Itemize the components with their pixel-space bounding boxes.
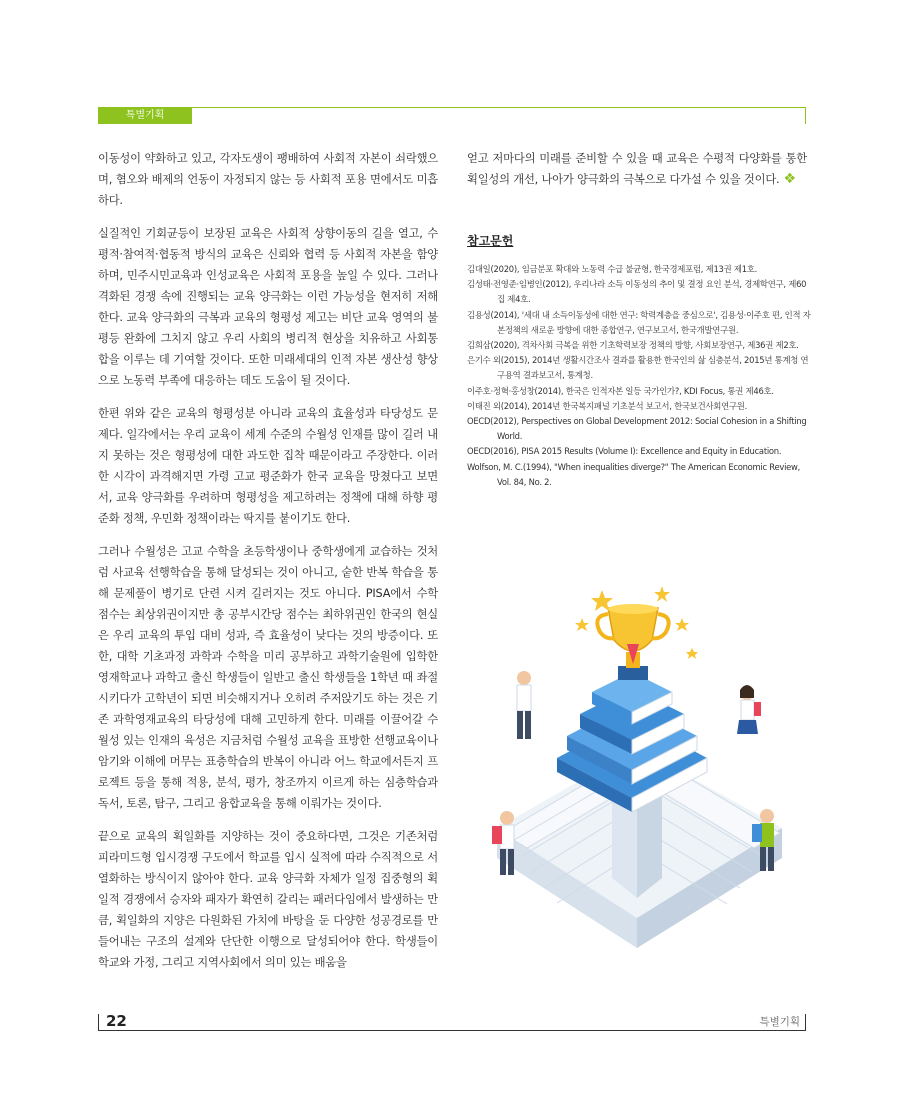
left-column — [98, 148, 438, 985]
reference-item: 은기수 외(2015), 2014년 생활시간조사 결과를 활용한 한국인의 삶 심층분석, 2015년 통계청 연구용역 결과보고서, 통계청. — [467, 355, 809, 381]
person-girl-right-icon — [737, 685, 761, 734]
references-list — [467, 262, 812, 490]
paragraph: 한편 위와 같은 교육의 형평성분 아니라 교육의 효율성과 타당성도 문제다. 일각에서는 우리 교육이 세계 수준의 수월성 인재를 많이 길러 내지 못하는 것은 형평성에 대한 과도한 집착 때문이라고 주장한다. 이러한 시각이 과격해지면 가령 고교 평준화가 한국 교육을 망쳤다고 보면서, 교육 양극화를 우려하며 형평성을 제고하려는 정책에 대해 하향 평준화 정책, 우민화 정책이라는 딱지를 붙이기도 한다. — [98, 407, 438, 525]
trophy-on-books-staircase-icon — [462, 578, 812, 948]
paragraph: 이동성이 약화하고 있고, 각자도생이 팽배하여 사회적 자본이 쇠락했으며, 혐오와 배제의 언동이 자정되지 않는 등 사회적 포용 면에서도 미흡하다. — [98, 152, 438, 207]
header-rule-end — [805, 107, 806, 124]
paragraph: 실질적인 기회균등이 보장된 교육은 사회적 상향이동의 길을 열고, 수평적·참여적·협동적 방식의 교육은 신뢰와 협력 등 사회적 자본을 함양하며, 민주시민교육과 인성교육은 사회적 포용을 높일 수 있다. 그러나 격화된 경쟁 속에 진행되는 교육 양극화는 이런 가능성을 현저히 저해한다. 교육 양극화의 극복과 교육의 형평성 제고는 비단 교육 영역의 불평등 완화에 그치지 않고 우리 사회의 병리적 현상을 치유하고 사회통합을 이루는 데 기여할 것이다. 또한 미래세대의 인적 자본 생산성 향상으로 노동력 부족에 대응하는 데도 도움이 될 것이다. — [98, 227, 438, 387]
footer-left-tick — [98, 1014, 99, 1030]
footer-right-tick — [805, 1014, 806, 1030]
trophy-icon — [597, 604, 668, 680]
reference-item: OECD(2016), PISA 2015 Results (Volume I): Excellence and Equity in Education. — [467, 446, 782, 457]
clover-end-icon: ❖ — [783, 171, 796, 187]
reference-item: 김성태·전영준·임병인(2012), 우리나라 소득 이동성의 추이 및 결정 요인 분석, 경제학연구, 제60집 제4호. — [467, 279, 807, 305]
reference-item: 김용성(2014), '세대 내 소득이동성에 대한 연구: 학력계층을 중심으로', 김용성·이주호 편, 인적 자본정책의 새로운 방향에 대한 종합연구, 연구보고서, 한국개발연구원. — [467, 309, 811, 335]
reference-item: 김대일(2020), 임금분포 확대와 노동력 수급 불균형, 한국경제포럼, 제13권 제1호. — [467, 264, 758, 274]
reference-item: 이태진 외(2014), 2014년 한국복지패널 기초분석 보고서, 한국보건사회연구원. — [467, 400, 748, 411]
paragraph-text: 얻고 저마다의 미래를 준비할 수 있을 때 교육은 수평적 다양화를 통한 획일성의 개선, 나아가 양극화의 극복으로 다가설 수 있을 것이다. — [467, 152, 807, 186]
footer-rule — [98, 1030, 806, 1031]
reference-item: 김희삼(2020), 격차사회 극복을 위한 기초학력보장 정책의 방향, 사회보장연구, 제36권 제2호. — [467, 340, 799, 351]
reference-item: Wolfson, M. C.(1994), "When inequalities diverge?" The American Economic Review, Vol. 84, No. 2. — [467, 461, 801, 487]
footer-section-label: 특별기획 — [759, 1016, 800, 1028]
person-student-backpack-left-icon — [492, 811, 514, 875]
header-rule — [98, 107, 806, 108]
paragraph: 끝으로 교육의 획일화를 지양하는 것이 중요하다면, 그것은 기존처럼 피라미드형 입시경쟁 구도에서 학교를 입시 실적에 따라 수직적으로 서열화하는 방식이지 않아야 한다. 교육 양극화 자체가 일정 집중형의 획일적 경쟁에서 승자와 패자가 확연히 갈리는 패러다임에서 발생하는 만큼, 획일화의 지양은 다원화된 가치에 바탕을 둔 다양한 성공경로를 만들어내는 구조의 설계와 단단한 이행으로 달성되어야 한다. 학생들이 학교와 가정, 그리고 지역사회에서 의미 있는 배움을 — [98, 830, 438, 969]
person-boy-left-icon — [517, 671, 531, 739]
paragraph: 그러나 수월성은 고교 수학을 초등학생이나 중학생에게 교습하는 것처럼 사교육 선행학습을 통해 달성되는 것이 아니고, 숱한 반복 학습을 통해 문제풀이 병기로 단련 시켜 길러지는 것도 아니다. PISA에서 수학 점수는 최상위권이지만 총 공부시간당 점수는 최하위권인 한국의 현실은 우리 교육의 투입 대비 성과, 즉 효율성이 낮다는 것의 방증이다. 또한, 대학 기초과정 과학과 수학을 미리 공부하고 과학기술원에 입학한 영재학교나 과학고 출신 학생들이 일반고 출신 학생들을 1학년 때 좌절시키다가 고학년이 되면 비슷해지거나 오히려 주저앉기도 하는 것은 기존 과학영재교육의 타당성에 대해 고민하게 한다. 미래를 이끌어갈 수월성 있는 인재의 육성은 지금처럼 수월성 교육을 표방한 선행교육이나 암기와 이해에 머무는 표층학습의 반복이 아니라 어느 학교에서든지 프로젝트 등을 통해 적용, 분석, 평가, 창조까지 이르게 하는 심층학습과 독서, 토론, 탐구, 그리고 융합교육을 통해 이뤄가는 것이다. — [98, 545, 438, 810]
page-number: 22 — [106, 1012, 127, 1030]
reference-item: OECD(2012), Perspectives on Global Development 2012: Social Cohesion in a Shifting World. — [467, 416, 807, 442]
paragraph — [467, 148, 807, 190]
references-title: 참고문헌 — [467, 234, 514, 248]
reference-item: 이주호·정혁·홍성창(2014), 한국은 인적자본 일등 국가인가?, KDI Focus, 통권 제46호. — [467, 385, 774, 396]
section-tag: 특별기획 — [98, 108, 192, 124]
right-column — [467, 148, 807, 202]
